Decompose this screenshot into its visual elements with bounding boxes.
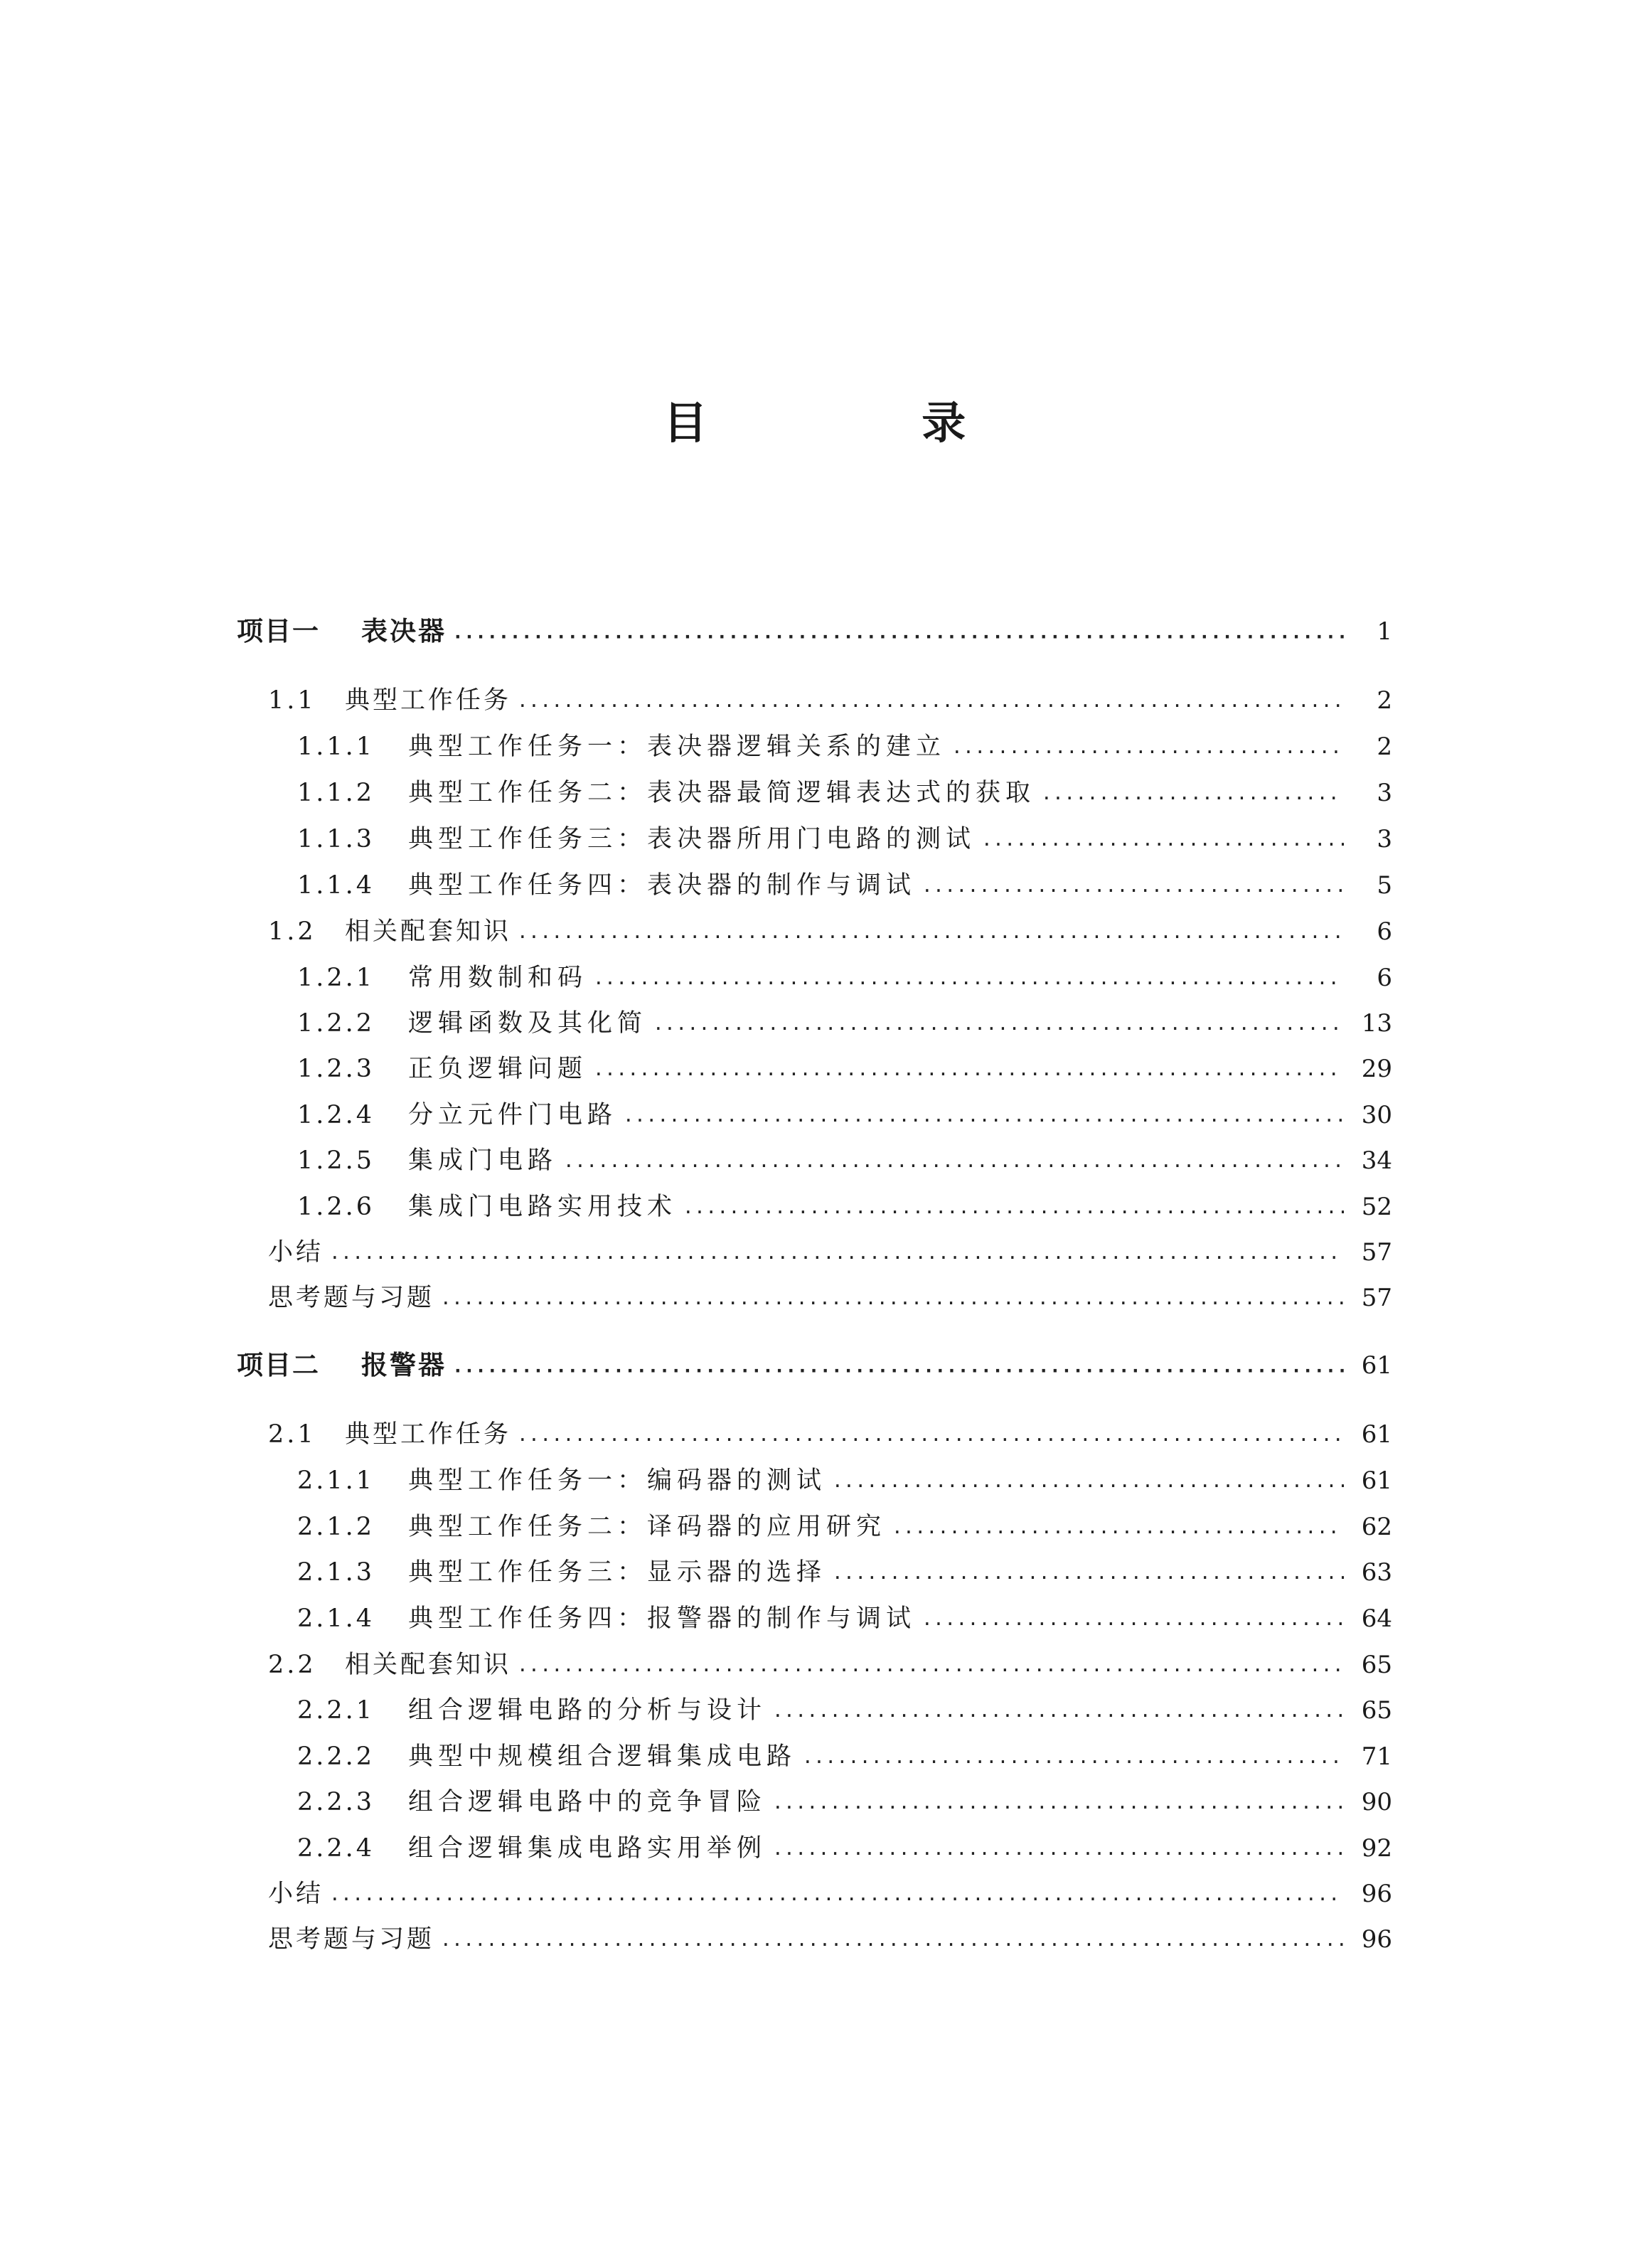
toc-dot-leader — [683, 1189, 1344, 1225]
toc-subsection-entry[interactable] — [297, 1693, 1392, 1728]
toc-page-number: 1 — [1377, 617, 1392, 646]
toc-subsection-entry[interactable] — [297, 1143, 1392, 1178]
toc-chapter-entry[interactable] — [237, 614, 1392, 649]
toc-entry-label: 典型工作任务三：表决器所用门电路的测试 — [408, 825, 976, 853]
toc-page-number: 57 — [1361, 1238, 1392, 1267]
toc-entry-label: 典型工作任务三：显示器的选择 — [408, 1558, 827, 1587]
toc-entry-number: 1.1.4 — [297, 871, 375, 900]
toc-entry-number: 1.2.1 — [297, 964, 375, 992]
toc-entry-label: 报警器 — [361, 1350, 447, 1380]
toc-page-number: 3 — [1377, 825, 1392, 853]
toc-entry-number: 1.1.1 — [297, 733, 375, 761]
toc-dot-leader — [832, 1555, 1344, 1590]
toc-entry-label: 组合逻辑电路中的竞争冒险 — [408, 1788, 767, 1816]
toc-page-number: 34 — [1361, 1146, 1392, 1175]
toc-section-entry[interactable] — [268, 1647, 1392, 1683]
toc-page-number: 2 — [1377, 686, 1392, 715]
toc-entry-number: 1.2.2 — [297, 1009, 375, 1038]
toc-page-number: 13 — [1361, 1009, 1392, 1038]
toc-page-number: 6 — [1377, 964, 1392, 992]
toc-entry-number: 2.2.3 — [297, 1788, 375, 1816]
toc-page-number: 61 — [1361, 1466, 1392, 1495]
toc-dot-leader — [329, 1876, 1344, 1912]
toc-entry-number: 2.1.2 — [297, 1513, 375, 1541]
toc-entry-number: 2.2.4 — [297, 1834, 375, 1863]
toc-dot-leader — [329, 1235, 1344, 1270]
toc-dot-leader — [802, 1739, 1344, 1774]
toc-entry-number: 1.2.5 — [297, 1146, 375, 1175]
toc-entry-label: 小结 — [268, 1880, 324, 1908]
toc-dot-leader — [452, 614, 1344, 649]
toc-dot-leader — [772, 1831, 1344, 1866]
toc-dot-leader — [517, 1647, 1344, 1683]
toc-page-number: 65 — [1361, 1696, 1392, 1725]
toc-dot-leader — [981, 821, 1344, 857]
toc-page-number: 6 — [1377, 917, 1392, 946]
toc-entry-number: 1.2.3 — [297, 1055, 375, 1083]
toc-subsection-entry[interactable] — [297, 1739, 1392, 1774]
toc-page-number: 2 — [1377, 733, 1392, 761]
toc-subsection-entry[interactable] — [297, 1601, 1392, 1636]
toc-entry-number: 1.1.2 — [297, 779, 375, 807]
toc-entry-label: 常用数制和码 — [408, 964, 588, 992]
toc-page-number: 61 — [1361, 1420, 1392, 1449]
toc-dot-leader — [593, 960, 1344, 996]
toc-entry-label: 组合逻辑集成电路实用举例 — [408, 1834, 767, 1863]
toc-entry-label: 典型中规模组合逻辑集成电路 — [408, 1742, 797, 1771]
toc-subsection-entry[interactable] — [297, 1189, 1392, 1225]
toc-entry-label: 表决器 — [361, 616, 447, 646]
toc-entry-label: 思考题与习题 — [268, 1284, 435, 1312]
toc-entry-label: 典型工作任务二：译码器的应用研究 — [408, 1513, 887, 1541]
toc-dot-leader — [440, 1922, 1344, 1957]
toc-subsection-entry[interactable] — [297, 1831, 1392, 1866]
toc-subsection-entry[interactable] — [297, 1463, 1392, 1498]
page-title: 目 录 — [663, 397, 1066, 449]
toc-section-entry[interactable] — [268, 1876, 1392, 1912]
toc-entry-label: 典型工作任务一：表决器逻辑关系的建立 — [408, 733, 946, 761]
toc-entry-label: 典型工作任务 — [345, 686, 512, 715]
toc-entry-label: 典型工作任务二：表决器最简逻辑表达式的获取 — [408, 779, 1036, 807]
toc-entry-label: 典型工作任务 — [345, 1420, 512, 1449]
toc-entry-label: 集成门电路 — [408, 1146, 558, 1175]
toc-subsection-entry[interactable] — [297, 1509, 1392, 1545]
toc-dot-leader — [517, 683, 1344, 718]
toc-dot-leader — [517, 914, 1344, 949]
toc-page-number: 52 — [1361, 1193, 1392, 1221]
toc-entry-label: 典型工作任务一：编码器的测试 — [408, 1466, 827, 1495]
toc-page-number: 3 — [1377, 779, 1392, 807]
toc-page-number: 29 — [1361, 1055, 1392, 1083]
toc-entry-label: 组合逻辑电路的分析与设计 — [408, 1696, 767, 1725]
toc-dot-leader — [440, 1280, 1344, 1316]
toc-dot-leader — [563, 1143, 1344, 1178]
toc-entry-number: 2.2.2 — [297, 1742, 375, 1771]
toc-subsection-entry[interactable] — [297, 729, 1392, 765]
toc-dot-leader — [922, 868, 1344, 903]
toc-page-number: 63 — [1361, 1558, 1392, 1587]
toc-section-entry[interactable] — [268, 1280, 1392, 1316]
toc-subsection-entry[interactable] — [297, 1555, 1392, 1590]
toc-page-number: 64 — [1361, 1604, 1392, 1633]
toc-subsection-entry[interactable] — [297, 1097, 1392, 1133]
toc-entry-number: 2.1.1 — [297, 1466, 375, 1495]
toc-entry-label: 相关配套知识 — [345, 1651, 512, 1679]
toc-dot-leader — [922, 1601, 1344, 1636]
toc-entry-number: 项目一 — [237, 616, 320, 646]
toc-dot-leader — [623, 1097, 1344, 1133]
toc-entry-label: 正负逻辑问题 — [408, 1055, 588, 1083]
toc-dot-leader — [1041, 775, 1344, 811]
toc-entry-label: 思考题与习题 — [268, 1925, 435, 1954]
toc-page-number: 57 — [1361, 1284, 1392, 1312]
toc-page-number: 5 — [1377, 871, 1392, 900]
toc-section-entry[interactable] — [268, 1922, 1392, 1957]
toc-entry-number: 项目二 — [237, 1350, 320, 1380]
toc-entry-number: 2.2 — [268, 1651, 316, 1679]
toc-dot-leader — [772, 1693, 1344, 1728]
toc-entry-number: 2.2.1 — [297, 1696, 375, 1725]
toc-entry-number: 2.1.4 — [297, 1604, 375, 1633]
toc-page-number: 30 — [1361, 1101, 1392, 1129]
toc-entry-label: 相关配套知识 — [345, 917, 512, 946]
toc-dot-leader — [452, 1348, 1344, 1383]
toc-page-number: 65 — [1361, 1651, 1392, 1679]
toc-page-number: 61 — [1361, 1351, 1392, 1380]
toc-entry-label: 典型工作任务四：报警器的制作与调试 — [408, 1604, 917, 1633]
toc-section-entry[interactable] — [268, 683, 1392, 718]
toc-subsection-entry[interactable] — [297, 1784, 1392, 1820]
toc-section-entry[interactable] — [268, 914, 1392, 949]
toc-page-number: 92 — [1361, 1834, 1392, 1863]
toc-entry-number: 1.2 — [268, 917, 316, 946]
toc-entry-label: 小结 — [268, 1238, 324, 1267]
toc-page-number: 71 — [1361, 1742, 1392, 1771]
toc-section-entry[interactable] — [268, 1417, 1392, 1452]
toc-chapter-entry[interactable] — [237, 1348, 1392, 1383]
toc-entry-label: 分立元件门电路 — [408, 1101, 618, 1129]
toc-subsection-entry[interactable] — [297, 1051, 1392, 1087]
toc-dot-leader — [832, 1463, 1344, 1498]
toc-dot-leader — [772, 1784, 1344, 1820]
toc-subsection-entry[interactable] — [297, 1006, 1392, 1041]
toc-dot-leader — [892, 1509, 1344, 1545]
toc-entry-number: 2.1 — [268, 1420, 316, 1449]
toc-subsection-entry[interactable] — [297, 960, 1392, 996]
toc-page-number: 62 — [1361, 1513, 1392, 1541]
toc-dot-leader — [593, 1051, 1344, 1087]
toc-subsection-entry[interactable] — [297, 868, 1392, 903]
toc-entry-number: 1.1 — [268, 686, 316, 715]
toc-entry-label: 集成门电路实用技术 — [408, 1193, 678, 1221]
toc-dot-leader — [951, 729, 1344, 765]
toc-entry-number: 1.2.4 — [297, 1101, 375, 1129]
toc-subsection-entry[interactable] — [297, 821, 1392, 857]
toc-entry-number: 1.1.3 — [297, 825, 375, 853]
toc-dot-leader — [653, 1006, 1344, 1041]
toc-entry-number: 2.1.3 — [297, 1558, 375, 1587]
toc-entry-number: 1.2.6 — [297, 1193, 375, 1221]
toc-entry-label: 逻辑函数及其化简 — [408, 1009, 648, 1038]
toc-page-number: 90 — [1361, 1788, 1392, 1816]
toc-dot-leader — [517, 1417, 1344, 1452]
toc-page-number: 96 — [1361, 1880, 1392, 1908]
toc-subsection-entry[interactable] — [297, 775, 1392, 811]
toc-section-entry[interactable] — [268, 1235, 1392, 1270]
toc-entry-label: 典型工作任务四：表决器的制作与调试 — [408, 871, 917, 900]
toc-page-number: 96 — [1361, 1925, 1392, 1954]
